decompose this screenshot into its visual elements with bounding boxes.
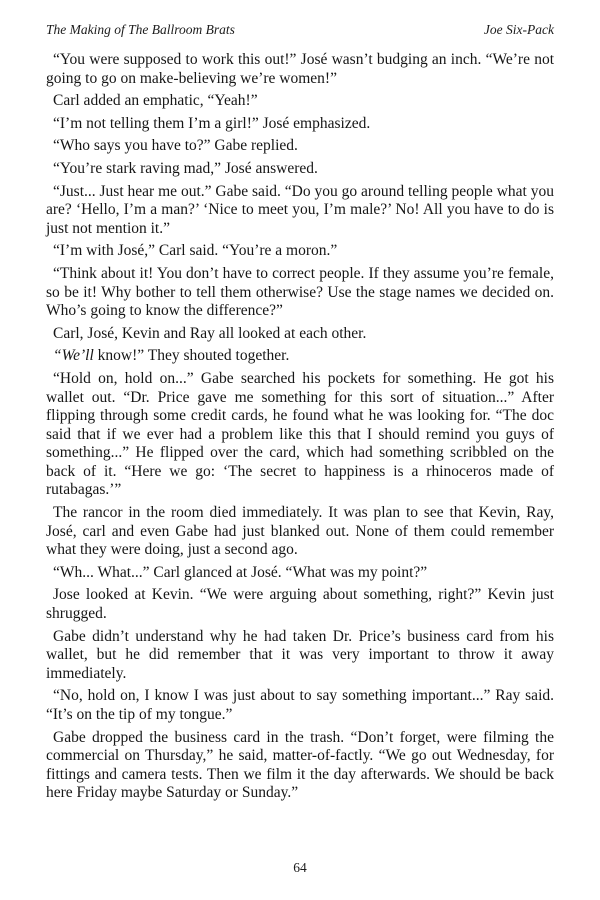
text-run: Carl added an emphatic, “Yeah!” <box>53 92 258 110</box>
text-run: “You were supposed to work this out!” José wasn’t budging an inch. “We’re not going to go on make-believing we’re women!” <box>46 51 554 87</box>
running-header <box>46 0 554 38</box>
page-footer <box>0 860 600 876</box>
paragraph <box>46 347 554 366</box>
text-run: “You’re stark raving mad,” José answered. <box>53 159 318 177</box>
paragraph <box>46 729 554 803</box>
paragraph <box>46 160 554 179</box>
paragraph <box>46 115 554 134</box>
book-title: The Making of The Ballroom Brats <box>46 22 235 37</box>
paragraph <box>46 370 554 500</box>
text-run: Jose looked at Kevin. “We were arguing about something, right?” Kevin just shrugged. <box>46 586 554 623</box>
text-run: “No, hold on, I know I was just about to say something important...” Ray said. “It’s on the tip of my tongue.” <box>46 687 554 723</box>
text-run: The rancor in the room died immediately. It was plan to see that Kevin, Ray, José, carl and even Gabe had just blanked out. None of them could remember what they were doing, just a second ago. <box>46 504 554 559</box>
paragraph <box>46 687 554 724</box>
paragraph <box>46 242 554 261</box>
paragraph <box>46 51 554 88</box>
text-run: Carl, José, Kevin and Ray all looked at each other. <box>53 324 367 342</box>
paragraph <box>46 265 554 321</box>
text-run: “Hold on, hold on...” Gabe searched his pockets for something. He got his wallet out. “Dr. Price gave me something for this sort of situation...” After flipping through some credit cards, he found what he was looking for. “The doc said that if we ever had a problem like this that I should remind you guys of something...” He flipped over the card, which had something scribbled on the back of it. “Here we go: ‘The secret to happiness is a rhinoceros made of rutabagas.’” <box>46 369 554 499</box>
text-run: “Who says you have to?” Gabe replied. <box>53 137 298 155</box>
paragraph <box>46 564 554 583</box>
page-number: 64 <box>293 860 307 875</box>
paragraph <box>46 586 554 623</box>
paragraph <box>46 628 554 684</box>
text-run: Gabe didn’t understand why he had taken Dr. Price’s business card from his wallet, but he did remember that it was very important to throw it away immediately. <box>46 627 554 682</box>
paragraph <box>46 325 554 344</box>
author-name: Joe Six-Pack <box>483 22 554 37</box>
page-body <box>46 51 554 803</box>
text-run: “Wh... What...” Carl glanced at José. “What was my point?” <box>53 563 428 581</box>
paragraph <box>46 504 554 560</box>
paragraph <box>46 137 554 156</box>
text-run: “I’m not telling them I’m a girl!” José emphasized. <box>53 114 371 132</box>
paragraph <box>46 92 554 111</box>
italic-text-run: “We’ll <box>53 347 94 365</box>
text-run: Gabe dropped the business card in the trash. “Don’t forget, were filming the commercial on Thursday,” he said, matter-of-factly. “We go out Wednesday, for fittings and camera tests. Then we film it the day afterwards. We should be back here Friday maybe Saturday or Sunday.” <box>46 728 554 802</box>
text-run: “Think about it! You don’t have to correct people. If they assume you’re female, so be it! Why bother to tell them otherwise? Use the stage names we decided on. Who’s going to know the difference?” <box>46 264 554 320</box>
text-run: “Just... Just hear me out.” Gabe said. “Do you go around telling people what you are? ‘Hello, I’m a man?’ ‘Nice to meet you, I’m male?’ No! All you have to do is just not mention it.” <box>46 182 554 237</box>
text-run: know!” They shouted together. <box>93 347 290 365</box>
text-run: “I’m with José,” Carl said. “You’re a moron.” <box>53 242 338 260</box>
paragraph <box>46 183 554 239</box>
